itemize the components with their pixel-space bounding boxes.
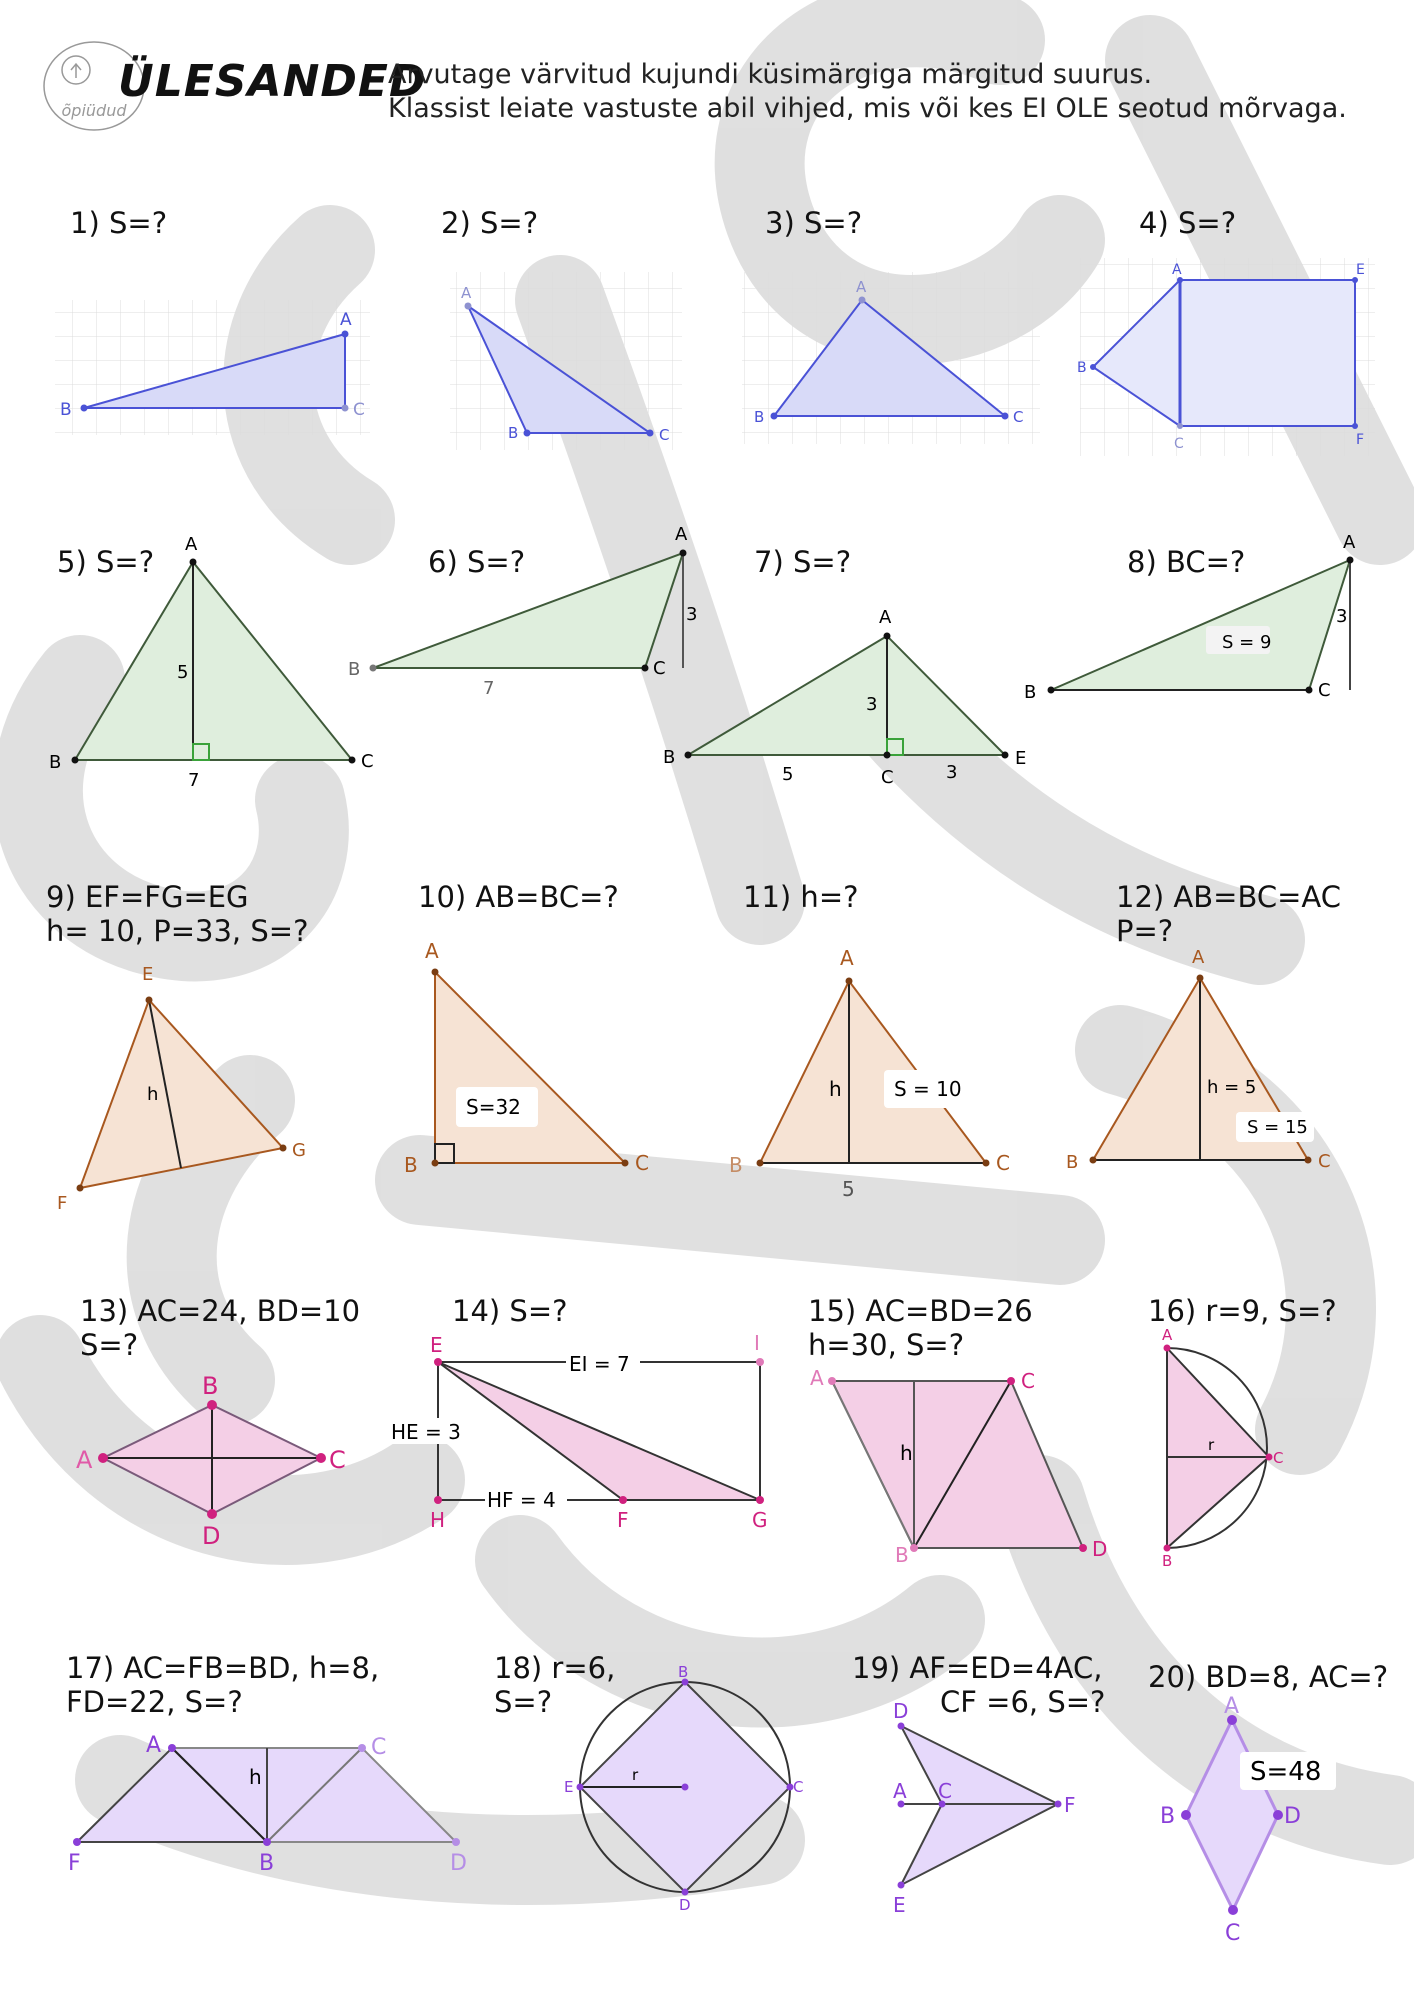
value-HF: HF = 4 [487, 1488, 556, 1512]
point-B: B [1066, 1152, 1079, 1173]
point-D: D [679, 1896, 691, 1914]
point-C: C [996, 1151, 1010, 1175]
point-B: B [895, 1543, 909, 1567]
task-17-label-2: FD=22, S=? [66, 1685, 243, 1719]
point-C: C [793, 1778, 804, 1796]
task-15-label: 15) AC=BD=26 [808, 1294, 1033, 1328]
task-12-label: 12) AB=BC=AC [1116, 880, 1341, 914]
instruction-line-1: Arvutage värvitud kujundi küsimärgiga märgitud suurus. [388, 59, 1153, 90]
point-D: D [1284, 1804, 1301, 1829]
value-area: S=32 [466, 1095, 521, 1119]
value-area: S = 15 [1247, 1117, 1308, 1138]
logo-text: õpiüdud [61, 101, 127, 120]
task-10-label: 10) AB=BC=? [418, 880, 619, 914]
point-B: B [663, 747, 676, 768]
value-height: 3 [866, 694, 878, 715]
point-G: G [292, 1140, 306, 1161]
point-G: G [752, 1508, 768, 1532]
figure-14 [388, 1331, 768, 1532]
figure-3 [742, 272, 1040, 444]
point-C: C [361, 751, 374, 772]
value-area: S = 10 [894, 1077, 962, 1101]
point-C: C [1318, 680, 1331, 701]
task-16-label: 16) r=9, S=? [1148, 1294, 1337, 1328]
point-B: B [729, 1153, 743, 1177]
task-20-label: 20) BD=8, AC=? [1148, 1660, 1389, 1694]
point-E: E [1356, 262, 1365, 278]
point-B: B [1077, 360, 1087, 376]
point-I: I [754, 1331, 760, 1355]
task-19-label: 19) AF=ED=4AC, [852, 1651, 1103, 1685]
point-C: C [1225, 1921, 1241, 1946]
point-C: C [1021, 1369, 1035, 1393]
figure-17 [68, 1733, 467, 1876]
point-A: A [425, 939, 439, 963]
task-6-label: 6) S=? [428, 545, 526, 579]
task-19-label-2: CF =6, S=? [940, 1685, 1106, 1719]
value-radius: r [632, 1766, 639, 1784]
point-C: C [938, 1779, 952, 1803]
point-C: C [1013, 408, 1024, 426]
point-C: C [353, 400, 365, 420]
point-F: F [1064, 1793, 1076, 1817]
value-area: S = 9 [1222, 632, 1272, 653]
value-radius: r [1208, 1436, 1215, 1454]
point-C: C [635, 1151, 649, 1175]
value-EI: EI = 7 [569, 1352, 630, 1376]
page-title: ÜLESANDED [118, 56, 427, 107]
value-height: 5 [177, 662, 189, 683]
task-12-label-2: P=? [1116, 914, 1174, 948]
figure-7 [663, 607, 1026, 788]
instruction-line-2: Klassist leiate vastuste abil vihjed, mis või kes EI OLE seotud mõrvaga. [388, 93, 1347, 124]
value-right: 3 [946, 762, 958, 783]
point-B: B [348, 659, 361, 680]
point-C: C [1174, 436, 1184, 452]
value-height: h [900, 1441, 913, 1465]
figure-18 [564, 1663, 803, 1914]
point-B: B [60, 400, 72, 420]
task-9-label-2: h= 10, P=33, S=? [46, 914, 309, 948]
point-A: A [185, 534, 198, 555]
point-A: A [675, 524, 688, 545]
task-13-label: 13) AC=24, BD=10 [80, 1294, 361, 1328]
point-A: A [1192, 947, 1205, 968]
task-4-label: 4) S=? [1139, 206, 1237, 240]
point-A: A [810, 1366, 824, 1390]
task-7-label: 7) S=? [754, 545, 852, 579]
value-base: 7 [188, 770, 200, 791]
figure-16 [1162, 1326, 1283, 1570]
point-B: B [259, 1851, 275, 1876]
point-A: A [340, 310, 352, 330]
point-B: B [202, 1372, 219, 1400]
point-E: E [430, 1333, 443, 1357]
task-18-label-2: S=? [494, 1685, 553, 1719]
point-C: C [1318, 1151, 1331, 1172]
figure-19 [893, 1699, 1076, 1917]
point-B: B [404, 1153, 418, 1177]
value-area: S=48 [1250, 1757, 1322, 1787]
point-A: A [840, 946, 854, 970]
point-A: A [1224, 1694, 1240, 1719]
point-D: D [893, 1699, 909, 1723]
task-8-label: 8) BC=? [1127, 545, 1246, 579]
value-height: 3 [1336, 606, 1348, 627]
figure-9 [57, 964, 306, 1214]
point-A: A [1172, 262, 1182, 278]
task-13-label-2: S=? [80, 1328, 139, 1362]
figure-4 [1077, 258, 1375, 456]
point-E: E [893, 1893, 906, 1917]
value-left: 5 [782, 764, 794, 785]
point-B: B [754, 408, 765, 426]
point-A: A [879, 607, 892, 628]
point-A: A [856, 278, 867, 296]
point-C: C [881, 767, 894, 788]
task-5-label: 5) S=? [57, 545, 155, 579]
point-B: B [1160, 1804, 1176, 1829]
point-C: C [659, 426, 670, 444]
figure-13 [76, 1372, 346, 1550]
task-18-label: 18) r=6, [494, 1651, 616, 1685]
task-17-label: 17) AC=FB=BD, h=8, [66, 1651, 380, 1685]
point-C: C [1273, 1449, 1284, 1467]
value-height: h [829, 1077, 842, 1101]
point-C: C [329, 1446, 346, 1474]
value-height: h = 5 [1207, 1077, 1257, 1098]
figure-15 [810, 1366, 1107, 1567]
point-B: B [1162, 1552, 1173, 1570]
point-F: F [1356, 432, 1365, 448]
value-base: 7 [483, 678, 495, 699]
point-A: A [893, 1779, 907, 1803]
point-H: H [430, 1508, 446, 1532]
point-B: B [1024, 682, 1037, 703]
value-height: h [147, 1084, 159, 1105]
value-base: 5 [842, 1177, 855, 1201]
task-15-label-2: h=30, S=? [808, 1328, 965, 1362]
task-2-label: 2) S=? [441, 206, 539, 240]
value-height: h [249, 1765, 262, 1789]
figure-20 [1160, 1694, 1336, 1946]
point-A: A [76, 1446, 93, 1474]
point-C: C [371, 1735, 387, 1760]
point-E: E [1015, 748, 1027, 769]
point-C: C [653, 658, 666, 679]
point-D: D [1092, 1537, 1108, 1561]
value-HE: HE = 3 [391, 1420, 461, 1444]
point-E: E [564, 1778, 574, 1796]
point-B: B [49, 752, 62, 773]
point-A: A [1162, 1326, 1173, 1344]
point-D: D [202, 1522, 221, 1550]
instructions [388, 58, 1347, 126]
point-D: D [450, 1851, 467, 1876]
task-11-label: 11) h=? [743, 880, 859, 914]
point-A: A [146, 1733, 162, 1758]
figure-10 [404, 939, 649, 1177]
task-3-label: 3) S=? [765, 206, 863, 240]
point-A: A [1343, 532, 1356, 553]
point-E: E [142, 964, 154, 985]
point-F: F [617, 1508, 629, 1532]
figure-11 [729, 946, 1010, 1201]
point-F: F [68, 1851, 81, 1876]
point-B: B [678, 1663, 689, 1681]
figure-2 [450, 272, 682, 450]
point-A: A [461, 284, 472, 302]
figure-12 [1066, 947, 1331, 1173]
figure-1 [55, 300, 370, 435]
task-1-label: 1) S=? [70, 206, 168, 240]
value-height: 3 [686, 604, 698, 625]
point-B: B [508, 424, 519, 442]
task-14-label: 14) S=? [452, 1294, 568, 1328]
task-9-label: 9) EF=FG=EG [46, 880, 249, 914]
point-F: F [57, 1193, 68, 1214]
